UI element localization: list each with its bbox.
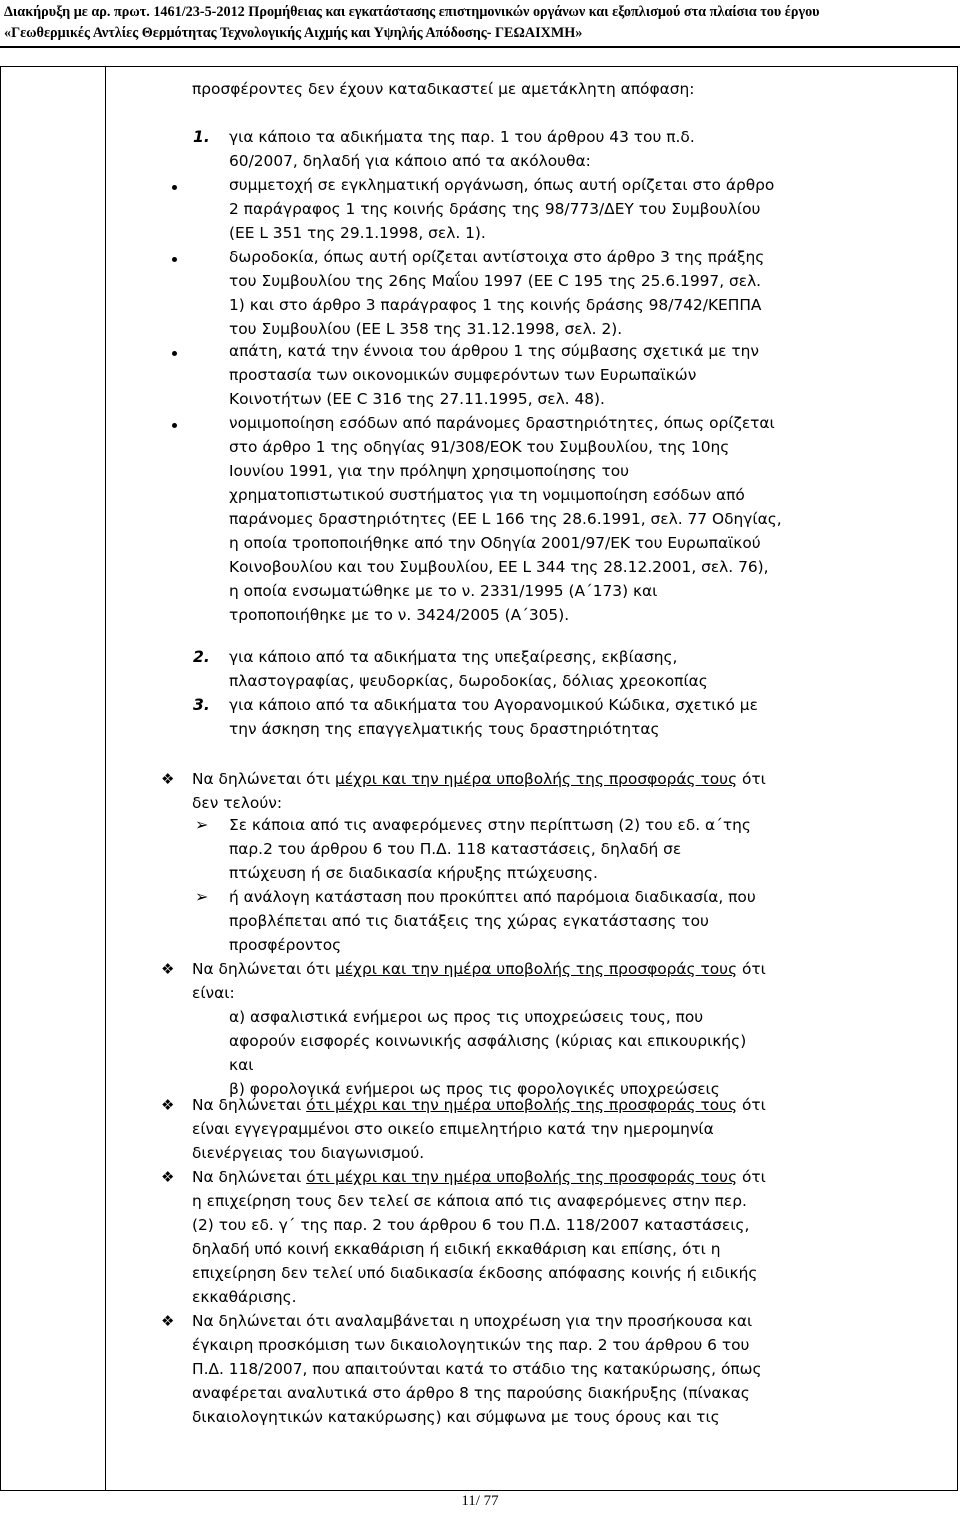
text-line: (ΕΕ L 351 της 29.1.1998, σελ. 1). [229, 224, 486, 242]
text-line: Σε κάποια από τις αναφερόμενες στην περίπτωση (2) του εδ. α΄της [229, 816, 751, 834]
text-line: εκκαθάρισης. [192, 1288, 297, 1306]
text-line: αναφέρεται αναλυτικά στο άρθρο 8 της παρούσης διακήρυξης (πίνακας [192, 1384, 750, 1402]
frame-column-divider [105, 66, 106, 1491]
bullet-dot-icon [172, 423, 177, 428]
declaration-first-line: Να δηλώνεται ότι μέχρι και την ημέρα υποβολής της προσφοράς τους ότι [192, 1096, 766, 1114]
declaration-first-line: Να δηλώνεται ότι μέχρι και την ημέρα υποβολής της προσφοράς τους ότι [192, 960, 766, 978]
diamond-bullet-icon: ❖ [161, 1168, 175, 1186]
text-line: Κοινοτήτων (ΕΕ C 316 της 27.11.1995, σελ. 48). [229, 390, 605, 408]
text-line: παρ.2 του άρθρου 6 του Π.Δ. 118 καταστάσεις, δηλαδή σε [229, 840, 682, 858]
text-line: για κάποιο από τα αδικήματα της υπεξαίρεσης, εκβίασης, [229, 648, 678, 666]
text-line: δηλαδή υπό κοινή εκκαθάριση ή ειδική εκκαθάριση και επίσης, ότι η [192, 1240, 721, 1258]
frame-left-border [0, 66, 1, 1491]
intro-line: προσφέροντες δεν έχουν καταδικαστεί με αμετάκλητη απόφαση: [192, 80, 695, 98]
text-line: είναι εγγεγραμμένοι στο οικείο επιμελητήριο κατά την ημερομηνία [192, 1120, 714, 1138]
text-line: χρηματοπιστωτικού συστήματος για τη νομιμοποίηση εσόδων από [229, 486, 745, 504]
text-line: για κάποιο από τα αδικήματα του Αγορανομικού Κώδικα, σχετικό με [229, 696, 758, 714]
text-line: Κοινοβουλίου και του Συμβουλίου, ΕΕ L 344 της 28.12.2001, σελ. 76), [229, 558, 769, 576]
item-number: 1. [193, 128, 210, 146]
text-line: 1) και στο άρθρο 3 παράγραφος 1 της κοινής δράσης 98/742/ΚΕΠΠΑ [229, 296, 762, 314]
text-line: προβλέπεται από τις διατάξεις της χώρας εγκατάστασης του [229, 912, 709, 930]
text-line: απάτη, κατά την έννοια του άρθρου 1 της σύμβασης σχετικά με την [229, 342, 760, 360]
text-line: του Συμβουλίου της 26ης Μαΐου 1997 (ΕΕ C 195 της 25.6.1997, σελ. [229, 272, 762, 290]
text-line: 60/2007, δηλαδή για κάποιο από τα ακόλουθα: [229, 152, 591, 170]
bullet-dot-icon [172, 185, 177, 190]
text-line: δωροδοκία, όπως αυτή ορίζεται αντίστοιχα στο άρθρο 3 της πράξης [229, 248, 765, 266]
text-line: Π.Δ. 118/2007, που απαιτούνται κατά το στάδιο της κατακύρωσης, όπως [192, 1360, 762, 1378]
text-line: τροποποιήθηκε με το ν. 3424/2005 (Α΄305). [229, 606, 570, 624]
text-line: την άσκηση της επαγγελματικής τους δραστηριότητας [229, 720, 660, 738]
bullet-dot-icon [172, 351, 177, 356]
text-line: προσφέροντος [229, 936, 342, 954]
text-line: διενέργειας του διαγωνισμού. [192, 1144, 425, 1162]
text-line: Ιουνίου 1991, για την πρόληψη χρησιμοποίησης του [229, 462, 630, 480]
item-number: 3. [193, 696, 210, 714]
diamond-bullet-icon: ❖ [161, 1096, 175, 1114]
page-number: 11/ 77 [461, 1493, 499, 1509]
diamond-bullet-icon: ❖ [161, 960, 175, 978]
text-line: στο άρθρο 1 της οδηγίας 91/308/ΕΟΚ του Συμβουλίου, της 10ης [229, 438, 730, 456]
text-line: δεν τελούν: [192, 794, 283, 812]
text-line: αφορούν εισφορές κοινωνικής ασφάλισης (κύριας και επικουρικής) [229, 1032, 747, 1050]
text-line: πτώχευση ή σε διαδικασία κήρυξης πτώχευσης. [229, 864, 598, 882]
text-line: (2) του εδ. γ΄ της παρ. 2 του άρθρου 6 του Π.Δ. 118/2007 καταστάσεις, [192, 1216, 750, 1234]
declaration-first-line: Να δηλώνεται ότι μέχρι και την ημέρα υποβολής της προσφοράς τους ότι [192, 770, 766, 788]
header-line-2: «Γεωθερμικές Αντλίες Θερμότητας Τεχνολογικής Αιχμής και Υψηλής Απόδοσης- ΓΕΩΑΙΧΜΗ» [4, 25, 583, 41]
text-line: πλαστογραφίας, ψευδορκίας, δωροδοκίας, δόλιας χρεοκοπίας [229, 672, 708, 690]
text-line: η επιχείρηση τους δεν τελεί σε κάποια από τις αναφερόμενες στην περ. [192, 1192, 747, 1210]
declaration-first-line: Να δηλώνεται ότι μέχρι και την ημέρα υποβολής της προσφοράς τους ότι [192, 1168, 766, 1186]
text-line: νομιμοποίηση εσόδων από παράνομες δραστηριότητες, όπως ορίζεται [229, 414, 775, 432]
item-number: 2. [193, 648, 210, 666]
arrow-bullet-icon: ➢ [195, 815, 209, 834]
text-line: προστασία των οικονομικών συμφερόντων των Ευρωπαϊκών [229, 366, 697, 384]
text-line: έγκαιρη προσκόμιση των δικαιολογητικών της παρ. 2 του άρθρου 6 του [192, 1336, 750, 1354]
text-line: η οποία τροποποιήθηκε από την Οδηγία 2001/97/ΕΚ του Ευρωπαϊκού [229, 534, 761, 552]
text-line: του Συμβουλίου (ΕΕ L 358 της 31.12.1998, σελ. 2). [229, 320, 623, 338]
diamond-bullet-icon: ❖ [161, 1312, 175, 1330]
text-line: 2 παράγραφος 1 της κοινής δράσης της 98/773/ΔΕΥ του Συμβουλίου [229, 200, 761, 218]
text-line: ή ανάλογη κατάσταση που προκύπτει από παρόμοια διαδικασία, που [229, 888, 756, 906]
bullet-dot-icon [172, 257, 177, 262]
text-line: συμμετοχή σε εγκληματική οργάνωση, όπως αυτή ορίζεται στο άρθρο [229, 176, 775, 194]
text-line: η οποία ενσωματώθηκε με το ν. 2331/1995 (Α΄173) και [229, 582, 658, 600]
header-rule [0, 46, 960, 48]
header-line-1: Διακήρυξη με αρ. πρωτ. 1461/23-5-2012 Προμήθειας και εγκατάστασης επιστημονικών οργάνων και εξοπλισμού στα πλαίσια του έργου [4, 4, 820, 20]
text-line: παράνομες δραστηριότητες (ΕΕ L 166 της 28.6.1991, σελ. 77 Οδηγίας, [229, 510, 782, 528]
text-line: επιχείρηση δεν τελεί υπό διαδικασία έκδοσης απόφασης κοινής ή ειδικής [192, 1264, 758, 1282]
text-line: είναι: [192, 984, 235, 1002]
text-line: για κάποιο τα αδικήματα της παρ. 1 του άρθρου 43 του π.δ. [229, 128, 695, 146]
text-line: και [229, 1056, 254, 1074]
frame-right-border [957, 66, 958, 1491]
diamond-bullet-icon: ❖ [161, 770, 175, 788]
arrow-bullet-icon: ➢ [195, 887, 209, 906]
text-line: β) φορολογικά ενήμεροι ως προς τις φορολογικές υποχρεώσεις [229, 1080, 720, 1098]
frame-top-border [0, 66, 958, 67]
declaration-first-line: Να δηλώνεται ότι αναλαμβάνεται η υποχρέωση για την προσήκουσα και [192, 1312, 753, 1330]
text-line: α) ασφαλιστικά ενήμεροι ως προς τις υποχρεώσεις τους, που [229, 1008, 704, 1026]
text-line: δικαιολογητικών κατακύρωσης) και σύμφωνα με τους όρους και τις [192, 1408, 720, 1426]
